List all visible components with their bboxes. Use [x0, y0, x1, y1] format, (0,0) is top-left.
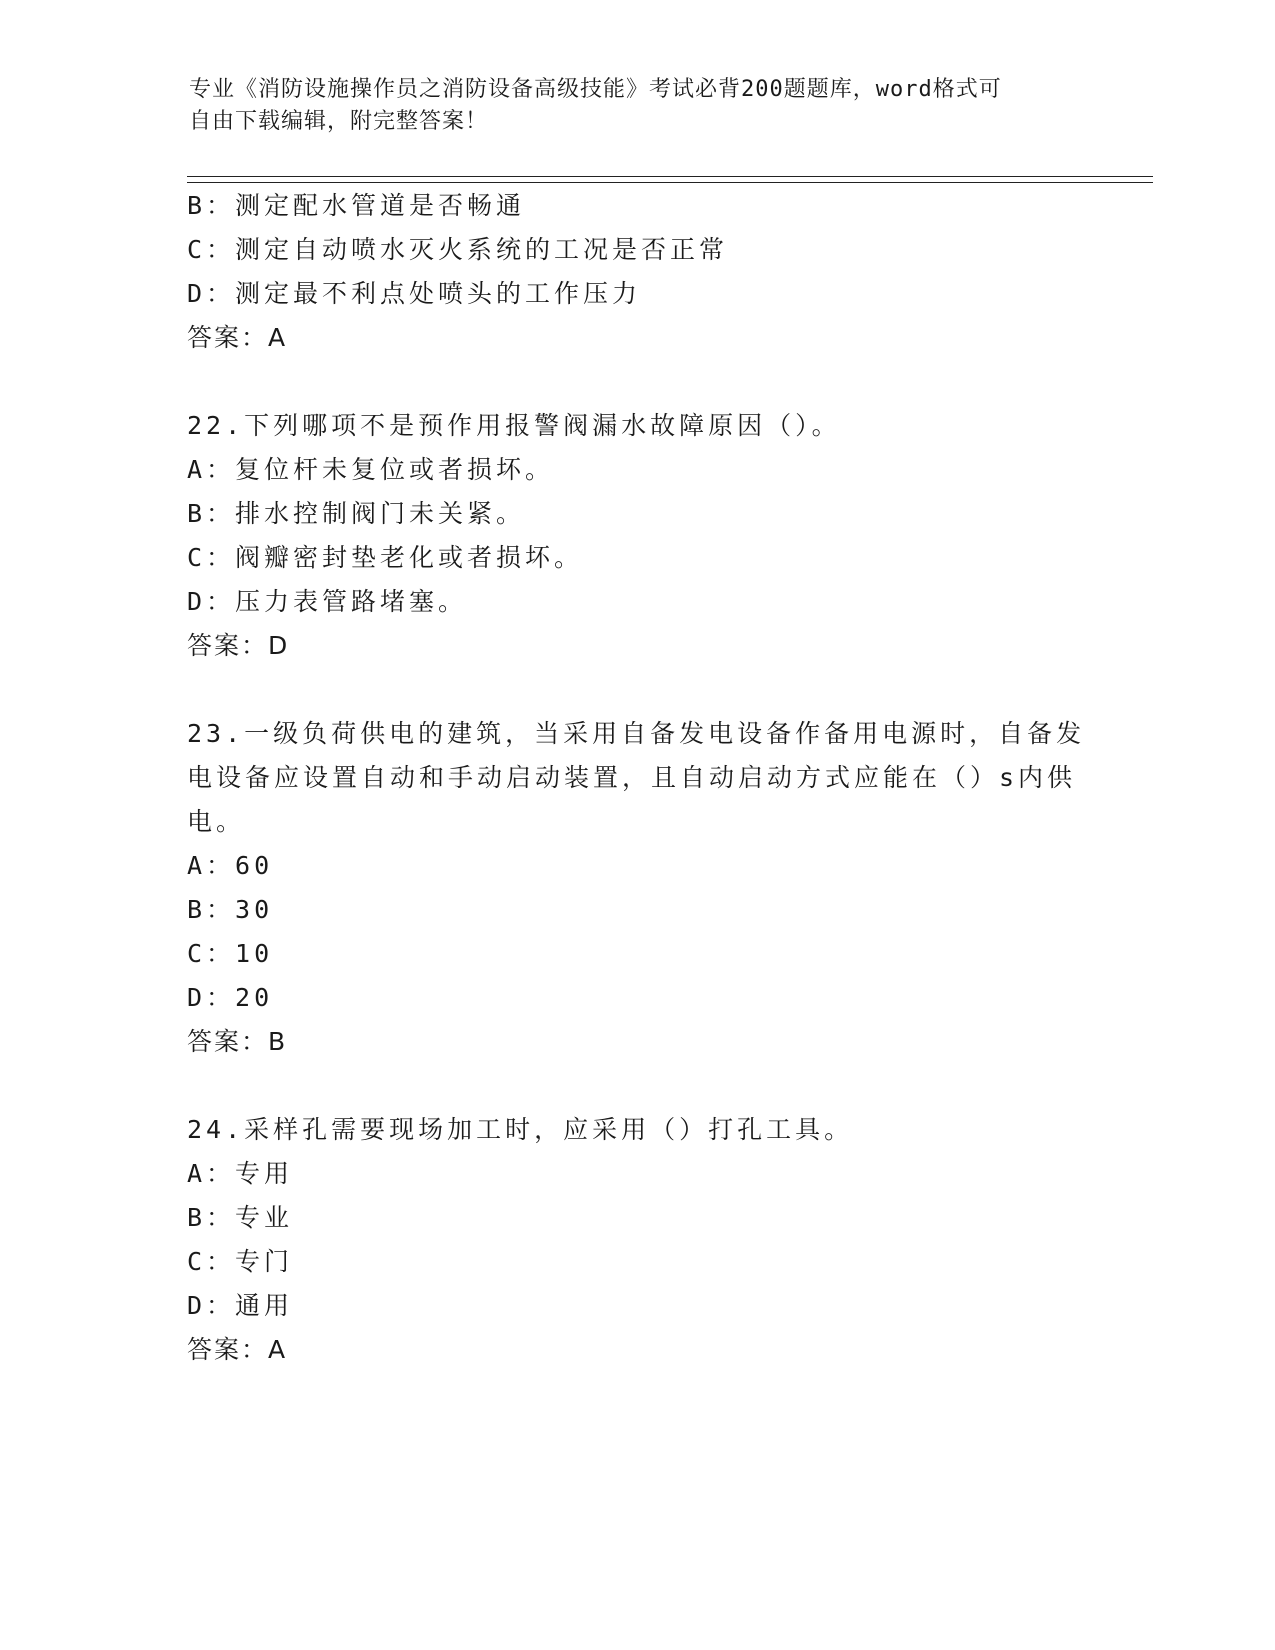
title-line-2: 自由下载编辑，附完整答案！ — [189, 109, 489, 134]
header-divider-bottom — [187, 182, 1153, 183]
option-c: C：专门 — [187, 1247, 294, 1276]
answer: 答案：A — [187, 1335, 288, 1364]
answer: 答案：D — [187, 631, 290, 660]
option-a: A：60 — [187, 851, 274, 880]
option-c: C：测定自动喷水灭火系统的工况是否正常 — [187, 235, 729, 264]
title-line-1: 专业《消防设施操作员之消防设备高级技能》考试必背200题题库，word格式可 — [189, 77, 1002, 102]
option-b: B：测定配水管道是否畅通 — [187, 191, 526, 220]
question-stem-line-1: 23.一级负荷供电的建筑，当采用自备发电设备作备用电源时，自备发 — [187, 719, 1086, 748]
option-c: C：阀瓣密封垫老化或者损坏。 — [187, 543, 584, 572]
header-divider-top — [187, 176, 1153, 177]
option-b: B：专业 — [187, 1203, 294, 1232]
option-a: A：复位杆未复位或者损坏。 — [187, 455, 555, 484]
question-stem: 22.下列哪项不是预作用报警阀漏水故障原因（）。 — [187, 411, 841, 440]
option-b: B：30 — [187, 895, 274, 924]
option-d: D：压力表管路堵塞。 — [187, 587, 468, 616]
question-stem-line-2: 电设备应设置自动和手动启动装置，且自动启动方式应能在（）s内供 — [187, 763, 1077, 792]
question-stem: 24.采样孔需要现场加工时，应采用（）打孔工具。 — [187, 1115, 854, 1144]
option-b: B：排水控制阀门未关紧。 — [187, 499, 526, 528]
document-title — [189, 74, 1089, 138]
option-d: D：通用 — [187, 1291, 294, 1320]
option-a: A：专用 — [187, 1159, 294, 1188]
option-d: D：20 — [187, 983, 274, 1012]
option-c: C：10 — [187, 939, 274, 968]
answer: 答案：B — [187, 1027, 288, 1056]
option-d: D：测定最不利点处喷头的工作压力 — [187, 279, 642, 308]
answer: 答案：A — [187, 323, 288, 352]
question-stem-line-3: 电。 — [187, 807, 246, 836]
